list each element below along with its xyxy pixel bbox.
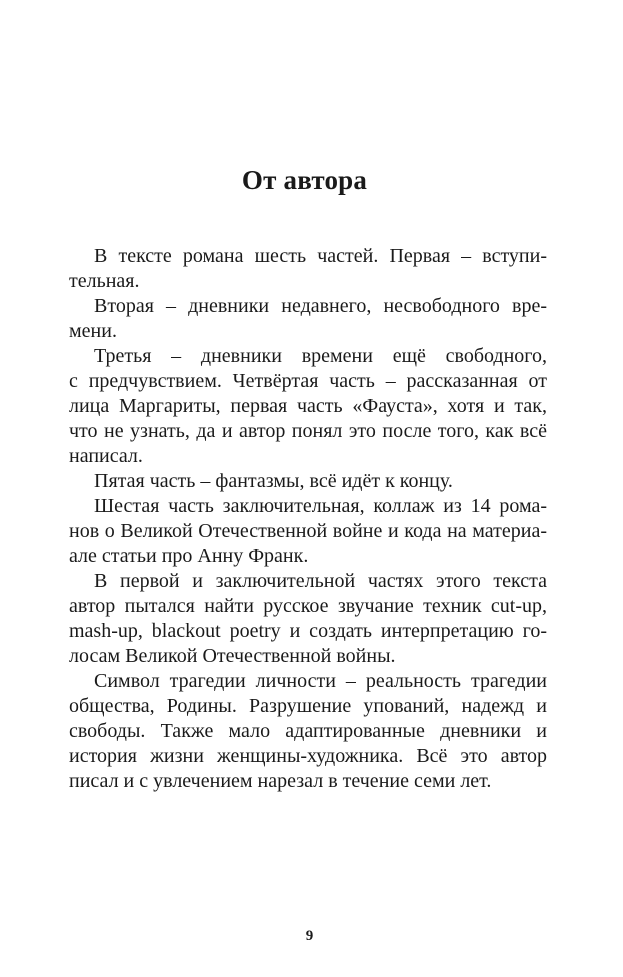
- paragraph: [69, 294, 547, 344]
- text-line: лица Маргариты, первая часть «Фауста», хотя и так,: [69, 395, 547, 417]
- text-line: писал и с увлечением нарезал в течение семи лет.: [69, 770, 492, 792]
- paragraph: [69, 669, 547, 794]
- paragraph: [69, 569, 547, 669]
- text-line: Вторая – дневники недавнего, несвободного вре-: [94, 295, 547, 317]
- text-line: общества, Родины. Разрушение упований, надежд и: [69, 695, 547, 717]
- text-line: история жизни женщины-художника. Всё это автор: [69, 745, 547, 767]
- paragraph: [69, 469, 547, 494]
- paragraph: [69, 244, 547, 294]
- text-line: свободы. Также мало адаптированные дневники и: [69, 720, 547, 742]
- text-line: написал.: [69, 445, 143, 467]
- page-number: 9: [305, 928, 314, 944]
- text-line: лосам Великой Отечественной войны.: [69, 645, 396, 667]
- paragraph: [69, 344, 547, 469]
- text-line: Символ трагедии личности – реальность трагедии: [94, 670, 547, 692]
- text-line: Шестая часть заключительная, коллаж из 14 рома-: [94, 495, 547, 517]
- body-text: [69, 244, 547, 794]
- text-line: что не узнать, да и автор понял это после того, как всё: [69, 420, 547, 442]
- text-line: але статьи про Анну Франк.: [69, 545, 309, 567]
- text-line: Третья – дневники времени ещё свободного,: [94, 345, 547, 367]
- text-line: нов о Великой Отечественной войне и кода на материа-: [69, 520, 547, 542]
- text-line: В первой и заключительной частях этого текста: [94, 570, 547, 592]
- text-line: автор пытался найти русское звучание техник cut-up,: [69, 595, 547, 617]
- paragraph: [69, 494, 547, 569]
- text-line: с предчувствием. Четвёртая часть – рассказанная от: [69, 370, 547, 392]
- text-line: тельная.: [69, 270, 140, 292]
- text-line: mash-up, blackout poetry и создать интерпретацию го-: [69, 620, 547, 642]
- text-line: мени.: [69, 320, 117, 342]
- text-line: В тексте романа шесть частей. Первая – вступи-: [94, 245, 547, 267]
- page-title: От автора: [241, 165, 368, 195]
- text-line: Пятая часть – фантазмы, всё идёт к концу.: [94, 470, 453, 492]
